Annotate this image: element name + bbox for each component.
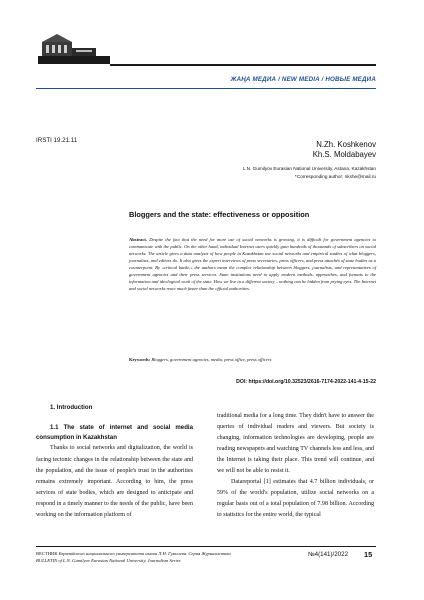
keywords [129, 356, 376, 363]
journal-head: ВЕСТНИК [36, 551, 58, 556]
university-building-icon [38, 26, 110, 70]
author-list [313, 140, 376, 160]
right-column [217, 411, 374, 521]
keywords-label: Keywords: [129, 357, 151, 362]
left-column [36, 402, 193, 521]
body-paragraph: Thanks to social networks and digitalization, the world is facing tectonic changes in the relationship between the state and the population, and the issue of people's trust in the authorities remains extremely important. According to him, the press services of state bodies, which are designed to anticipate and respond in a timely manner to the needs of the public, have been working on the information platform of [36, 445, 193, 518]
section-rule [36, 88, 376, 89]
corresponding-author: *Corresponding author: nkshe@mail.ru [294, 173, 376, 179]
doi-link[interactable]: DOI: https://doi.org/10.32523/2616-7174-2022-141-4-15-22 [236, 379, 376, 385]
section-heading: 1. Introduction [50, 404, 93, 411]
affiliation-block [243, 165, 376, 180]
header-rule [110, 64, 376, 66]
article-title: Bloggers and the state: effectiveness or opposition [129, 210, 310, 219]
irsti-code: IRSTI 19.21.11 [36, 137, 78, 144]
abstract-label: Abstract. [129, 237, 148, 242]
journal-line-1: Евразийского национального университета имени Л.Н. Гумилева. Серия Журналистика [58, 551, 231, 556]
subsection-heading: 1.1 The state of internet and social media consumption in Kazakhstan [36, 424, 193, 442]
abstract [129, 236, 376, 292]
footer-rule [36, 546, 376, 547]
body-paragraph: traditional media for a long time. They didn't have to answer the queries of individual readers and viewers. But society is changing, information technologies are developing, people are reading newspapers and watching TV channels less and less, and the Internet is taking their place. This trend will continue, and we will not be able to resist it. [217, 413, 374, 475]
affiliation: L.N. Gumilyov Eurasian National University, Astana, Kazakhstan [242, 166, 376, 171]
section-title: ЖАҢА МЕДИА / NEW MEDIA / НОВЫЕ МЕДИА [230, 76, 376, 83]
author-name: N.Zh. Koshkenov [316, 140, 376, 149]
journal-line-2: BULLETIN of L.N. Gumilyov Eurasian National University. Journalism Series [36, 558, 181, 564]
journal-name [36, 550, 231, 565]
author-name: Kh.S. Moldabayev [312, 150, 376, 159]
body-paragraph: Datareportal [1] estimates that 4.7 billion individuals, or 59% of the world's population, utilize social networks on a regular basis out of a total population of 7.98 billion. According to statistics for the entire world, the typical [217, 479, 374, 519]
abstract-text: Despite the fact that the need for more use of social networks is growing, it is difficult for government agencies to communicate with the public. On the other hand, individual Internet users quickly gain hundreds of thousands of subscribers on social networks. The article gives a data analysis of how people in Kazakhstan use social networks and empirical studies of what bloggers, journalists, and editors do. It also gives the expert interviews of press secretaries, press officers, and press attachés of state bodies as a counterpoint. By «critical battle,» the authors mean the complex relationship between bloggers, journalists, and representatives of government agencies and their press services. State institutions need to apply modern methods, approaches, and formats to the information and ideological work of the state. How we live in a different society – nothing can be hidden from prying eyes. The Internet and social networks react much faster than the official authorities. [129, 237, 376, 292]
keywords-text: Bloggers, government agencies, media, press office, press officers [151, 357, 272, 362]
issue-number: №4(141)/2022 [308, 551, 349, 558]
page-number: 15 [364, 550, 373, 559]
